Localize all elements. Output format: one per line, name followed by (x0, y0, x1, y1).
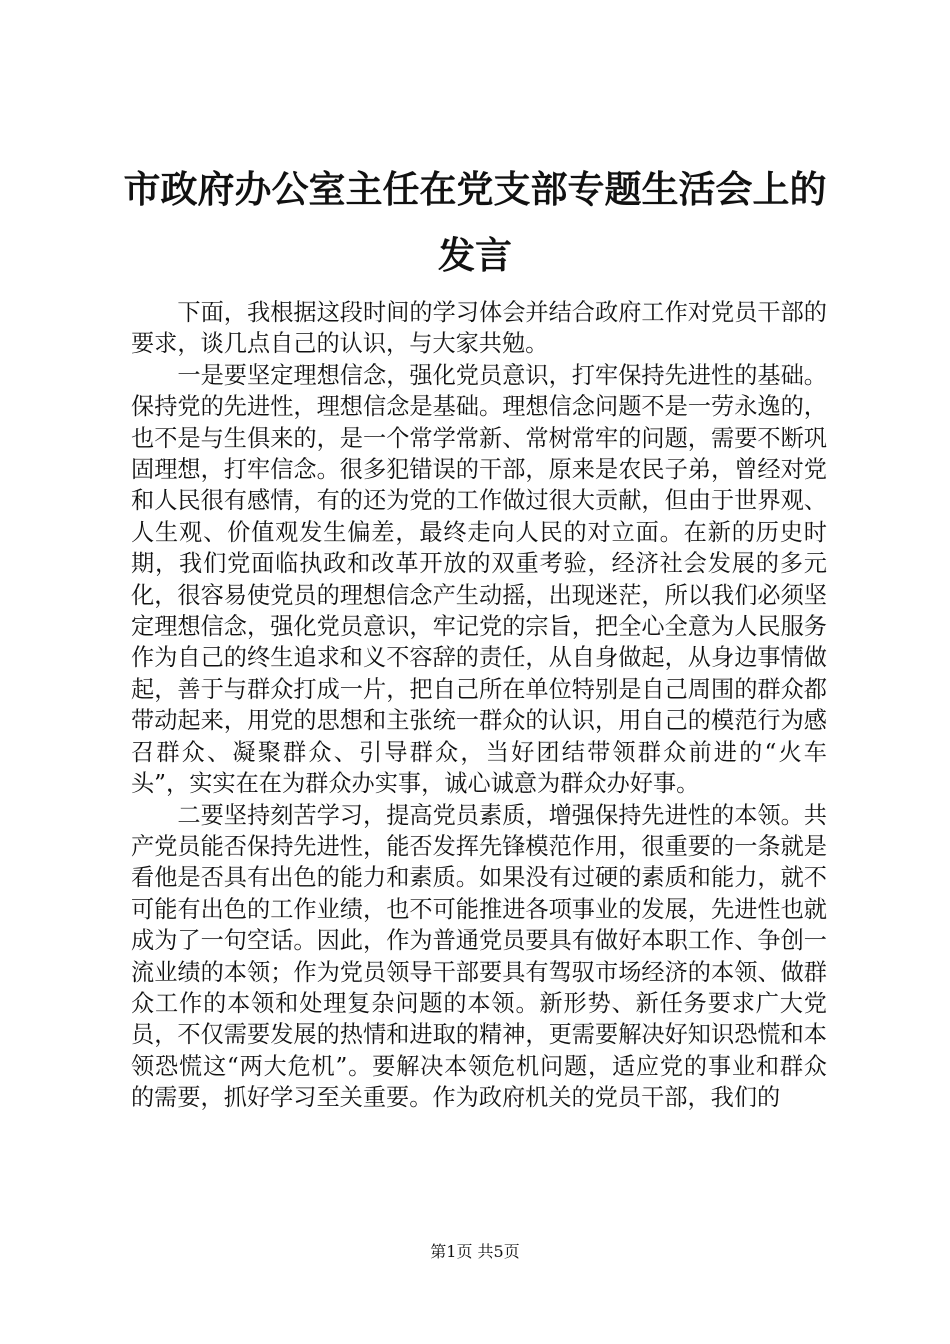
document-title: 市政府办公室主任在党支部专题生活会上的发言 (123, 167, 827, 277)
paragraph: 下面，我根据这段时间的学习体会并结合政府工作对党员干部的要求，谈几点自己的认识，与大家共勉。 (131, 299, 827, 358)
page-number-footer: 第1页 共5页 (430, 1242, 520, 1261)
paragraph: 一是要坚定理想信念，强化党员意识，打牢保持先进性的基础。保持党的先进性，理想信念是基础。理想信念问题不是一劳永逸的，也不是与生俱来的，是一个常学常新、常树常牢的问题，需要不断巩固理想，打牢信念。很多犯错误的干部，原来是农民子弟，曾经对党和人民很有感情，有的还为党的工作做过很大贡献，但由于世界观、人生观、价值观发生偏差，最终走向人民的对立面。在新的历史时期，我们党面临执政和改革开放的双重考验，经济社会发展的多元化，很容易使党员的理想信念产生动摇，出现迷茫，所以我们必须坚定理想信念，强化党员意识，牢记党的宗旨，把全心全意为人民服务作为自己的终生追求和义不容辞的责任，从自身做起，从身边事情做起，善于与群众打成一片，把自己所在单位特别是自己周围的群众都带动起来，用党的思想和主张统一群众的认识，用自己的模范行为感召群众、凝聚群众、引导群众，当好团结带领群众前进的“火车头”，实实在在为群众办实事，诚心诚意为群众办好事。 (131, 361, 827, 798)
document-body (131, 297, 827, 1114)
paragraph: 二要坚持刻苦学习，提高党员素质，增强保持先进性的本领。共产党员能否保持先进性，能否发挥先锋模范作用，很重要的一条就是看他是否具有出色的能力和素质。如果没有过硬的素质和能力，就不可能有出色的工作业绩，也不可能推进各项事业的发展，先进性也就成为了一句空话。因此，作为普通党员要具有做好本职工作、争创一流业绩的本领；作为党员领导干部要具有驾驭市场经济的本领、做群众工作的本领和处理复杂问题的本领。新形势、新任务要求广大党员，不仅需要发展的热情和进取的精神，更需要解决好知识恐慌和本领恐慌这“两大危机”。要解决本领危机问题，适应党的事业和群众的需要，抓好学习至关重要。作为政府机关的党员干部，我们的 (131, 801, 827, 1112)
